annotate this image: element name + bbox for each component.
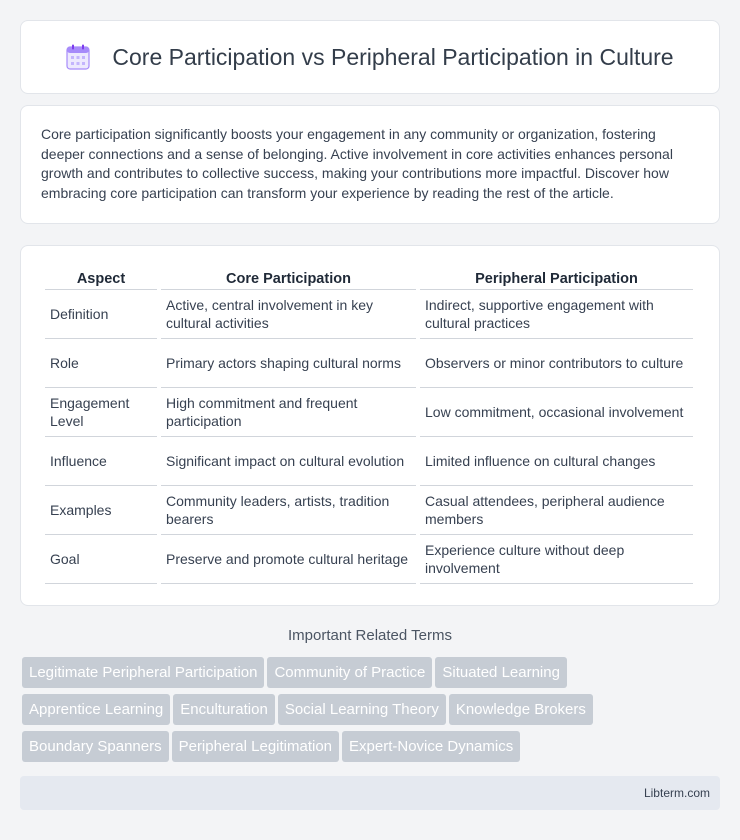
cell-peripheral: Low commitment, occasional involvement — [420, 388, 693, 437]
cell-peripheral: Observers or minor contributors to culture — [420, 339, 693, 388]
table-row — [45, 486, 693, 535]
cell-peripheral: Indirect, supportive engagement with cultural practices — [420, 290, 693, 339]
tag-expert-novice-dynamics[interactable]: Expert-Novice Dynamics — [342, 731, 520, 762]
header-peripheral: Peripheral Participation — [420, 266, 693, 290]
calendar-icon — [66, 44, 90, 70]
related-terms-list — [22, 657, 722, 768]
intro-card — [20, 105, 720, 224]
cell-core: Preserve and promote cultural heritage — [161, 535, 416, 584]
cell-aspect: Goal — [45, 535, 157, 584]
table-header-row — [45, 266, 693, 290]
header-core: Core Participation — [161, 266, 416, 290]
intro-text: Core participation significantly boosts your engagement in any community or organization, fostering deeper connections and a sense of belonging. Active involvement in core activities enhances personal growth and contributes to collective success, making your contributions more impactful. Discover how embracing core participation can transform your experience by reading the rest of the article. — [41, 126, 673, 201]
table-row — [45, 437, 693, 486]
table-row — [45, 339, 693, 388]
header-card — [20, 20, 720, 94]
tag-legitimate-peripheral-participation[interactable]: Legitimate Peripheral Participation — [22, 657, 264, 688]
cell-core: Significant impact on cultural evolution — [161, 437, 416, 486]
cell-peripheral: Experience culture without deep involvement — [420, 535, 693, 584]
cell-core: Primary actors shaping cultural norms — [161, 339, 416, 388]
cell-core: Community leaders, artists, tradition bearers — [161, 486, 416, 535]
cell-aspect: Definition — [45, 290, 157, 339]
tag-knowledge-brokers[interactable]: Knowledge Brokers — [449, 694, 593, 725]
tag-enculturation[interactable]: Enculturation — [173, 694, 275, 725]
table-row — [45, 388, 693, 437]
tag-community-of-practice[interactable]: Community of Practice — [267, 657, 432, 688]
cell-core: Active, central involvement in key cultural activities — [161, 290, 416, 339]
page-title: Core Participation vs Peripheral Participation in Culture — [112, 43, 674, 70]
cell-peripheral: Limited influence on cultural changes — [420, 437, 693, 486]
cell-aspect: Engagement Level — [45, 388, 157, 437]
tag-peripheral-legitimation[interactable]: Peripheral Legitimation — [172, 731, 339, 762]
tag-social-learning-theory[interactable]: Social Learning Theory — [278, 694, 446, 725]
comparison-card — [20, 245, 720, 606]
header-aspect: Aspect — [45, 266, 157, 290]
cell-core: High commitment and frequent participation — [161, 388, 416, 437]
footer-site-link[interactable]: Libterm.com — [643, 786, 710, 800]
related-terms-title: Important Related Terms — [288, 627, 452, 644]
cell-aspect: Influence — [45, 437, 157, 486]
cell-peripheral: Casual attendees, peripheral audience members — [420, 486, 693, 535]
cell-aspect: Examples — [45, 486, 157, 535]
tag-apprentice-learning[interactable]: Apprentice Learning — [22, 694, 170, 725]
table-row — [45, 290, 693, 339]
table-row — [45, 535, 693, 584]
cell-aspect: Role — [45, 339, 157, 388]
comparison-table — [41, 266, 697, 584]
tag-boundary-spanners[interactable]: Boundary Spanners — [22, 731, 169, 762]
tag-situated-learning[interactable]: Situated Learning — [435, 657, 567, 688]
footer — [20, 776, 720, 810]
